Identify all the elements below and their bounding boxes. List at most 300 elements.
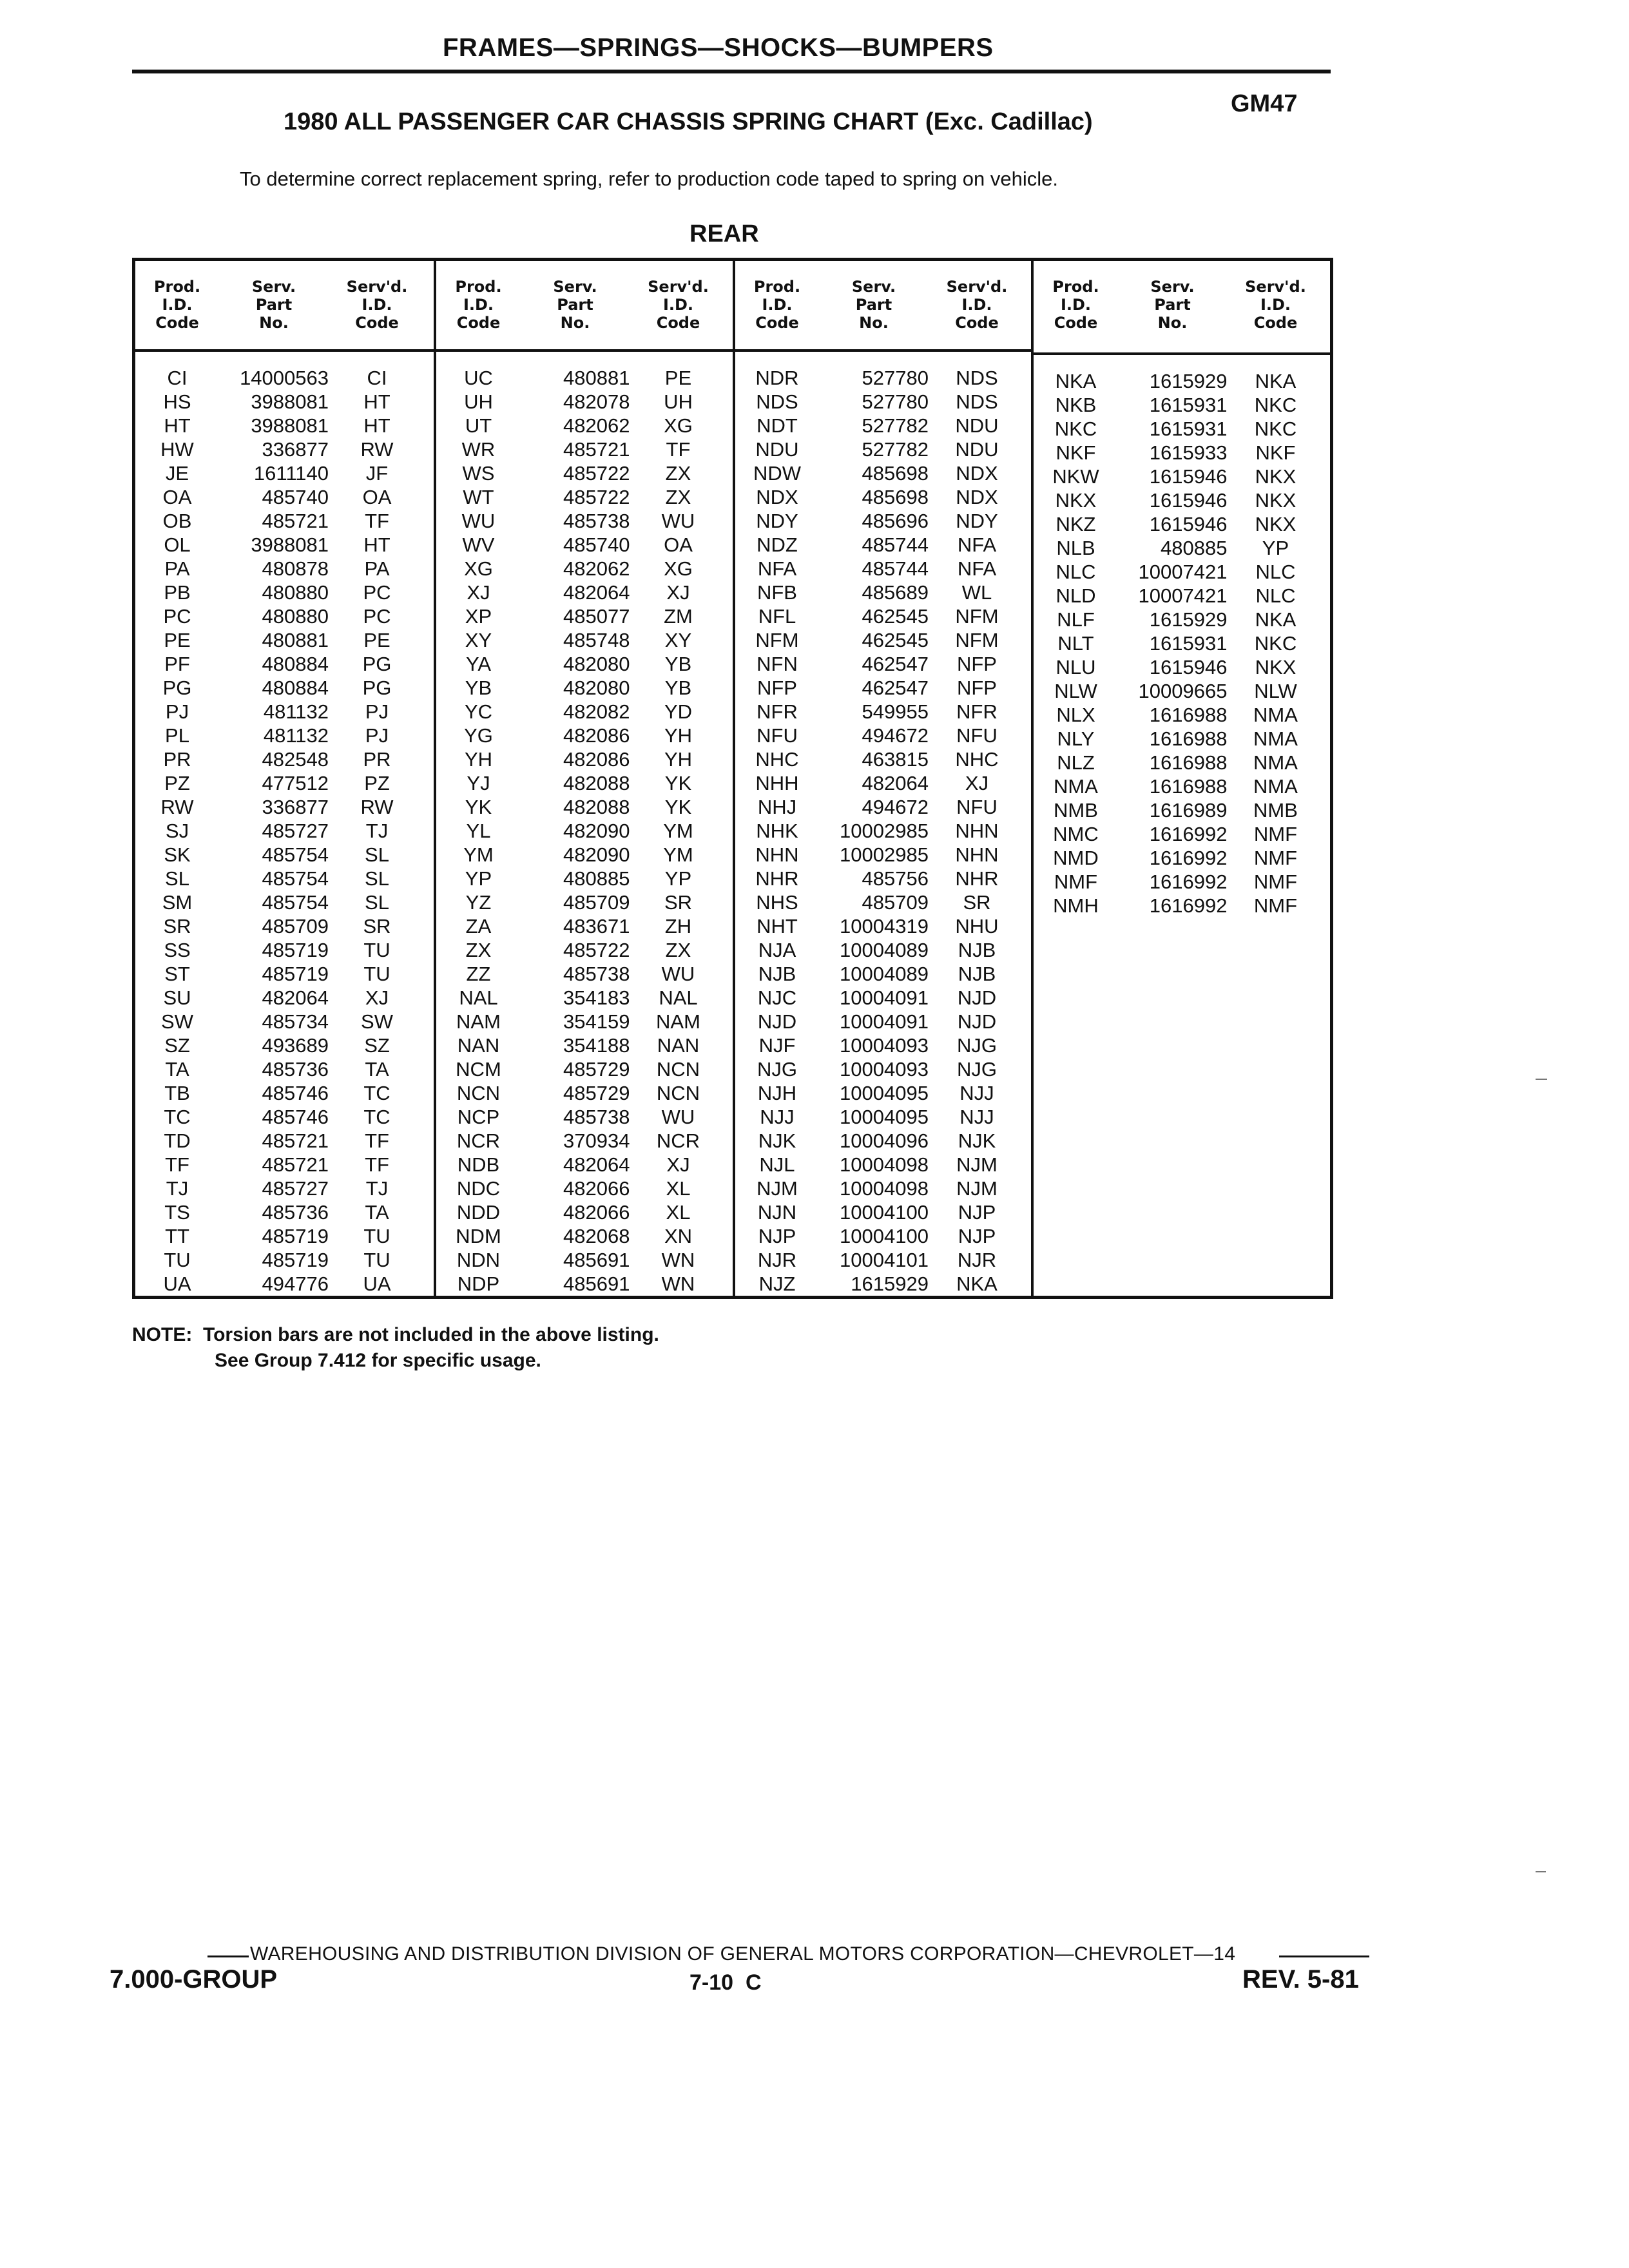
chart-title: 1980 ALL PASSENGER CAR CHASSIS SPRING CHART (Exc. Cadillac) — [284, 108, 1093, 135]
cell-prod-id-code: ZZ — [466, 963, 491, 985]
column-group-4 — [1031, 261, 1330, 1296]
cell-servd-id-code: NCN — [656, 1058, 700, 1081]
cell-servd-id-code: NHR — [955, 867, 999, 890]
cell-servd-id-code: NDX — [956, 462, 998, 485]
cell-servd-id-code: NHC — [955, 748, 999, 771]
cell-serv-part-no: 485709 — [563, 891, 630, 914]
cell-prod-id-code: TS — [164, 1201, 190, 1224]
cell-serv-part-no: 485744 — [862, 557, 929, 580]
table-row — [1034, 441, 1330, 465]
cell-serv-part-no: 482086 — [563, 724, 630, 747]
cell-prod-id-code: NJG — [757, 1058, 797, 1081]
cell-serv-part-no: 485756 — [862, 867, 929, 890]
table-row — [436, 819, 733, 843]
table-row — [436, 1129, 733, 1153]
cell-servd-id-code: NJM — [956, 1177, 998, 1200]
cell-serv-part-no: 1615929 — [1149, 608, 1228, 631]
table-row — [735, 366, 1032, 390]
cell-prod-id-code: NKW — [1052, 465, 1099, 488]
cell-prod-id-code: ZX — [465, 939, 492, 961]
table-row — [135, 1081, 434, 1105]
cell-prod-id-code: PR — [163, 748, 191, 771]
cell-prod-id-code: TC — [164, 1106, 191, 1128]
cell-serv-part-no: 485738 — [563, 510, 630, 532]
cell-prod-id-code: SW — [161, 1010, 193, 1033]
cell-prod-id-code: UA — [163, 1273, 191, 1295]
table-row — [735, 843, 1032, 867]
cell-prod-id-code: NKB — [1055, 394, 1097, 416]
cell-serv-part-no: 485738 — [563, 1106, 630, 1128]
cell-prod-id-code: NDT — [757, 414, 798, 437]
cell-serv-part-no: 485721 — [563, 438, 630, 461]
cell-prod-id-code: NMC — [1053, 823, 1099, 845]
cell-servd-id-code: WL — [961, 581, 992, 604]
cell-prod-id-code: NJL — [759, 1153, 795, 1176]
cell-servd-id-code: SR — [963, 891, 991, 914]
table-row — [735, 604, 1032, 628]
cell-servd-id-code: YB — [664, 677, 692, 699]
table-row — [735, 747, 1032, 771]
cell-serv-part-no: 1616992 — [1149, 894, 1228, 917]
cell-serv-part-no: 485727 — [262, 1177, 329, 1200]
cell-serv-part-no: 336877 — [262, 438, 329, 461]
cell-servd-id-code: WU — [661, 1106, 695, 1128]
cell-servd-id-code: NDY — [956, 510, 998, 532]
cell-prod-id-code: JE — [165, 462, 189, 485]
cell-servd-id-code: TA — [365, 1058, 389, 1081]
cell-servd-id-code: HT — [363, 414, 390, 437]
cell-serv-part-no: 485722 — [563, 486, 630, 508]
cell-serv-part-no: 3988081 — [251, 390, 329, 413]
table-row — [1034, 369, 1330, 393]
cell-servd-id-code: PG — [362, 677, 392, 699]
cell-prod-id-code: NKF — [1055, 441, 1096, 464]
table-row — [135, 1200, 434, 1224]
header-line: Code — [155, 314, 199, 332]
table-row — [1034, 822, 1330, 846]
cell-servd-id-code: SR — [363, 915, 391, 937]
cell-servd-id-code: PE — [363, 629, 390, 651]
cell-servd-id-code: SR — [664, 891, 693, 914]
cell-servd-id-code: NMA — [1253, 704, 1298, 726]
header-servd-id-code — [329, 278, 425, 349]
cell-servd-id-code: PC — [363, 605, 391, 628]
cell-serv-part-no: 1611140 — [253, 462, 329, 485]
cell-prod-id-code: NHS — [756, 891, 798, 914]
table-row — [735, 986, 1032, 1010]
cell-prod-id-code: SK — [164, 843, 191, 866]
table-row — [735, 1177, 1032, 1200]
table-row — [735, 485, 1032, 509]
table-row — [135, 914, 434, 938]
table-row — [735, 938, 1032, 962]
cell-servd-id-code: CI — [367, 367, 387, 389]
cell-prod-id-code: PJ — [165, 700, 189, 723]
column-group-1 — [135, 261, 434, 1296]
cell-serv-part-no: 10002985 — [840, 820, 929, 842]
cell-servd-id-code: ZH — [664, 915, 692, 937]
table-row — [135, 962, 434, 986]
cell-prod-id-code: SZ — [164, 1034, 190, 1057]
cell-prod-id-code: WU — [461, 510, 496, 532]
cell-prod-id-code: NCP — [457, 1106, 500, 1128]
cell-serv-part-no: 354183 — [563, 986, 630, 1009]
cell-prod-id-code: WV — [462, 533, 495, 556]
table-row — [135, 1224, 434, 1248]
cell-prod-id-code: NLZ — [1057, 751, 1095, 774]
cell-serv-part-no: 482064 — [563, 581, 630, 604]
cell-serv-part-no: 527782 — [862, 414, 929, 437]
cell-prod-id-code: NKZ — [1055, 513, 1096, 535]
cell-serv-part-no: 482090 — [563, 843, 630, 866]
cell-serv-part-no: 480881 — [563, 367, 630, 389]
cell-prod-id-code: TT — [165, 1225, 189, 1247]
table-row — [436, 938, 733, 962]
table-row — [735, 724, 1032, 747]
header-serv-part-no — [1117, 278, 1227, 352]
table-row — [436, 652, 733, 676]
cell-serv-part-no: 485734 — [262, 1010, 329, 1033]
table-row — [1034, 727, 1330, 751]
cell-servd-id-code: NMF — [1253, 847, 1298, 869]
cell-servd-id-code: NMA — [1253, 727, 1298, 750]
table-row — [436, 604, 733, 628]
table-row — [735, 1105, 1032, 1129]
footer-rule-right — [1279, 1956, 1369, 1957]
cell-prod-id-code: YC — [464, 700, 493, 723]
cell-servd-id-code: XJ — [365, 986, 389, 1009]
cell-serv-part-no: 485698 — [862, 462, 929, 485]
cell-servd-id-code: NJB — [958, 963, 996, 985]
cell-serv-part-no: 3988081 — [251, 533, 329, 556]
cell-prod-id-code: OL — [164, 533, 191, 556]
table-row — [1034, 512, 1330, 536]
cell-servd-id-code: PZ — [364, 772, 390, 794]
cell-prod-id-code: NJD — [757, 1010, 797, 1033]
header-line: Part — [255, 296, 293, 314]
cell-servd-id-code: NFU — [956, 796, 998, 818]
table-row — [436, 437, 733, 461]
header-line: No. — [560, 314, 590, 332]
table-row — [436, 747, 733, 771]
cell-serv-part-no: 10004091 — [840, 1010, 929, 1033]
column-group-header — [1034, 261, 1330, 355]
cell-serv-part-no: 485696 — [862, 510, 929, 532]
note — [132, 1322, 659, 1374]
cell-prod-id-code: NKA — [1055, 370, 1097, 392]
table-row — [436, 1105, 733, 1129]
table-row — [735, 581, 1032, 604]
column-group-2 — [434, 261, 733, 1296]
cell-prod-id-code: NJJ — [760, 1106, 795, 1128]
cell-servd-id-code: NKC — [1254, 394, 1297, 416]
cell-serv-part-no: 483671 — [563, 915, 630, 937]
cell-prod-id-code: OB — [162, 510, 192, 532]
cell-serv-part-no: 480884 — [262, 653, 329, 675]
cell-servd-id-code: NFM — [955, 629, 999, 651]
header-line: Code — [1054, 314, 1098, 332]
cell-prod-id-code: NAN — [457, 1034, 500, 1057]
cell-serv-part-no: 3988081 — [251, 414, 329, 437]
table-row — [135, 938, 434, 962]
cell-prod-id-code: NDB — [457, 1153, 500, 1176]
table-row — [436, 414, 733, 437]
cell-servd-id-code: ZM — [664, 605, 693, 628]
cell-prod-id-code: NDD — [456, 1201, 501, 1224]
cell-prod-id-code: PZ — [164, 772, 190, 794]
cell-servd-id-code: NJD — [957, 986, 997, 1009]
table-row — [735, 652, 1032, 676]
cell-serv-part-no: 482068 — [563, 1225, 630, 1247]
cell-serv-part-no: 485746 — [262, 1106, 329, 1128]
cell-serv-part-no: 10004096 — [840, 1129, 929, 1152]
cell-serv-part-no: 485736 — [262, 1058, 329, 1081]
cell-serv-part-no: 485077 — [563, 605, 630, 628]
header-line: Prod. — [753, 278, 801, 296]
cell-serv-part-no: 485719 — [262, 1225, 329, 1247]
header-line: I.D. — [463, 296, 494, 314]
table-row — [436, 1057, 733, 1081]
header-line: Serv'd. — [648, 278, 709, 296]
cell-serv-part-no: 482078 — [563, 390, 630, 413]
cell-servd-id-code: NAL — [659, 986, 698, 1009]
cell-servd-id-code: XJ — [666, 1153, 690, 1176]
cell-serv-part-no: 1616989 — [1149, 799, 1228, 822]
cell-serv-part-no: 480885 — [563, 867, 630, 890]
cell-serv-part-no: 477512 — [262, 772, 329, 794]
cell-serv-part-no: 485748 — [563, 629, 630, 651]
cell-servd-id-code: NJB — [958, 939, 996, 961]
cell-serv-part-no: 482064 — [862, 772, 929, 794]
cell-servd-id-code: YM — [663, 820, 693, 842]
cell-servd-id-code: TA — [365, 1201, 389, 1224]
cell-serv-part-no: 1615946 — [1149, 656, 1228, 678]
cell-prod-id-code: HT — [164, 414, 191, 437]
cell-servd-id-code: OA — [362, 486, 392, 508]
cell-prod-id-code: NFR — [757, 700, 798, 723]
cell-prod-id-code: NJN — [757, 1201, 797, 1224]
table-row — [436, 771, 733, 795]
cell-servd-id-code: UA — [363, 1273, 391, 1295]
cell-servd-id-code: NFP — [956, 653, 997, 675]
cell-serv-part-no: 1616988 — [1149, 727, 1228, 750]
cell-prod-id-code: NFP — [757, 677, 797, 699]
table-row — [735, 1272, 1032, 1296]
cell-servd-id-code: NMA — [1253, 775, 1298, 798]
column-group-header — [735, 261, 1032, 352]
cell-serv-part-no: 10004095 — [840, 1106, 929, 1128]
cell-servd-id-code: NKC — [1254, 632, 1297, 655]
header-line: Prod. — [455, 278, 502, 296]
header-line: Serv. — [851, 278, 896, 296]
table-row — [1034, 894, 1330, 918]
footer-group: 7.000-GROUP — [110, 1965, 278, 1994]
section-header: FRAMES—SPRINGS—SHOCKS—BUMPERS — [443, 34, 994, 62]
cell-prod-id-code: NDS — [756, 390, 798, 413]
table-row — [1034, 846, 1330, 870]
cell-servd-id-code: NMF — [1253, 870, 1298, 893]
cell-serv-part-no: 10009665 — [1138, 680, 1228, 702]
cell-serv-part-no: 1616992 — [1149, 823, 1228, 845]
cell-prod-id-code: SR — [163, 915, 191, 937]
table-row — [436, 795, 733, 819]
table-row — [436, 628, 733, 652]
cell-serv-part-no: 336877 — [262, 796, 329, 818]
cell-servd-id-code: NAN — [657, 1034, 700, 1057]
cell-servd-id-code: SW — [361, 1010, 393, 1033]
table-row — [135, 1153, 434, 1177]
cell-servd-id-code: NLW — [1254, 680, 1297, 702]
cell-prod-id-code: NLT — [1057, 632, 1094, 655]
column-group-3 — [733, 261, 1032, 1296]
header-line: Serv. — [553, 278, 597, 296]
table-row — [735, 509, 1032, 533]
header-prod-id-code — [436, 278, 520, 349]
cell-serv-part-no: 1616992 — [1149, 847, 1228, 869]
cell-prod-id-code: UT — [465, 414, 492, 437]
table-row — [735, 676, 1032, 700]
header-line: Code — [355, 314, 399, 332]
table-row — [436, 676, 733, 700]
cell-servd-id-code: WU — [661, 963, 695, 985]
table-row — [135, 557, 434, 581]
table-row — [436, 1010, 733, 1033]
table-row — [436, 533, 733, 557]
header-line: Code — [456, 314, 501, 332]
cell-prod-id-code: OA — [162, 486, 192, 508]
cell-serv-part-no: 10004093 — [840, 1058, 929, 1081]
cell-servd-id-code: TF — [666, 438, 691, 461]
cell-serv-part-no: 485719 — [262, 1249, 329, 1271]
cell-serv-part-no: 482088 — [563, 796, 630, 818]
header-line: Code — [656, 314, 700, 332]
table-row — [735, 1200, 1032, 1224]
cell-serv-part-no: 10004098 — [840, 1177, 929, 1200]
cell-prod-id-code: NJM — [757, 1177, 798, 1200]
cell-servd-id-code: SL — [365, 867, 389, 890]
cell-prod-id-code: NHC — [755, 748, 799, 771]
header-line: Serv'd. — [346, 278, 408, 296]
header-line: Code — [955, 314, 999, 332]
cell-servd-id-code: XG — [664, 557, 693, 580]
cell-serv-part-no: 10004091 — [840, 986, 929, 1009]
table-row — [1034, 393, 1330, 417]
header-line: I.D. — [961, 296, 992, 314]
cell-prod-id-code: NCM — [456, 1058, 501, 1081]
header-line: Serv'd. — [1245, 278, 1306, 296]
cell-servd-id-code: TJ — [365, 1177, 389, 1200]
cell-prod-id-code: NMB — [1054, 799, 1098, 822]
cell-serv-part-no: 482088 — [563, 772, 630, 794]
cell-serv-part-no: 462545 — [862, 605, 929, 628]
cell-servd-id-code: RW — [360, 796, 394, 818]
cell-serv-part-no: 1615929 — [851, 1273, 929, 1295]
table-row — [735, 1224, 1032, 1248]
table-row — [735, 1081, 1032, 1105]
header-line: No. — [259, 314, 289, 332]
cell-servd-id-code: OA — [664, 533, 693, 556]
cell-serv-part-no: 485729 — [563, 1058, 630, 1081]
cell-servd-id-code: SL — [365, 891, 389, 914]
header-line: Part — [557, 296, 593, 314]
table-row — [135, 747, 434, 771]
cell-servd-id-code: NKX — [1255, 489, 1296, 512]
cell-servd-id-code: XL — [666, 1177, 691, 1200]
table-row — [1034, 774, 1330, 798]
cell-servd-id-code: TU — [363, 1225, 390, 1247]
cell-serv-part-no: 485719 — [262, 939, 329, 961]
table-row — [135, 819, 434, 843]
column-group-body — [1034, 355, 1330, 918]
cell-servd-id-code: HT — [363, 533, 390, 556]
cell-servd-id-code: YH — [664, 724, 693, 747]
cell-servd-id-code: NHN — [955, 820, 999, 842]
cell-serv-part-no: 482548 — [262, 748, 329, 771]
top-rule — [132, 70, 1331, 73]
cell-servd-id-code: PJ — [365, 700, 389, 723]
footer-rule-left — [207, 1956, 249, 1957]
cell-serv-part-no: 10004100 — [840, 1201, 929, 1224]
cell-prod-id-code: NJK — [758, 1129, 796, 1152]
cell-serv-part-no: 1615931 — [1149, 394, 1228, 416]
cell-serv-part-no: 10004089 — [840, 939, 929, 961]
cell-serv-part-no: 10004089 — [840, 963, 929, 985]
table-row — [735, 1010, 1032, 1033]
cell-servd-id-code: NMB — [1253, 799, 1298, 822]
cell-serv-part-no: 485689 — [862, 581, 929, 604]
cell-servd-id-code: TJ — [365, 820, 389, 842]
cell-prod-id-code: NAL — [459, 986, 498, 1009]
cell-serv-part-no: 1615946 — [1149, 489, 1228, 512]
cell-serv-part-no: 527782 — [862, 438, 929, 461]
cell-servd-id-code: RW — [360, 438, 394, 461]
cell-serv-part-no: 1616988 — [1149, 704, 1228, 726]
cell-servd-id-code: NJG — [956, 1034, 997, 1057]
cell-prod-id-code: NJP — [758, 1225, 796, 1247]
cell-serv-part-no: 480880 — [262, 605, 329, 628]
cell-prod-id-code: NJC — [757, 986, 797, 1009]
cell-servd-id-code: NKC — [1254, 418, 1297, 440]
table-row — [436, 1177, 733, 1200]
table-row — [135, 867, 434, 890]
header-line: I.D. — [1260, 296, 1291, 314]
header-serv-part-no — [520, 278, 630, 349]
table-row — [436, 581, 733, 604]
table-row — [1034, 798, 1330, 822]
footer-revision: REV. 5-81 — [1242, 1965, 1359, 1994]
cell-serv-part-no: 485738 — [563, 963, 630, 985]
cell-prod-id-code: NFA — [757, 557, 797, 580]
cell-prod-id-code: PA — [164, 557, 190, 580]
table-row — [436, 843, 733, 867]
header-servd-id-code — [929, 278, 1025, 349]
cell-servd-id-code: NJK — [958, 1129, 996, 1152]
cell-prod-id-code: NDX — [756, 486, 798, 508]
cell-servd-id-code: NKA — [956, 1273, 998, 1295]
table-row — [135, 1057, 434, 1081]
cell-serv-part-no: 370934 — [563, 1129, 630, 1152]
table-row — [135, 461, 434, 485]
cell-prod-id-code: XG — [464, 557, 493, 580]
cell-serv-part-no: 485729 — [563, 1082, 630, 1104]
cell-serv-part-no: 10007421 — [1138, 584, 1228, 607]
table-row — [135, 390, 434, 414]
cell-serv-part-no: 463815 — [862, 748, 929, 771]
cell-prod-id-code: TB — [164, 1082, 190, 1104]
cell-prod-id-code: TF — [165, 1153, 189, 1176]
cell-serv-part-no: 1616988 — [1149, 751, 1228, 774]
cell-prod-id-code: YP — [465, 867, 492, 890]
